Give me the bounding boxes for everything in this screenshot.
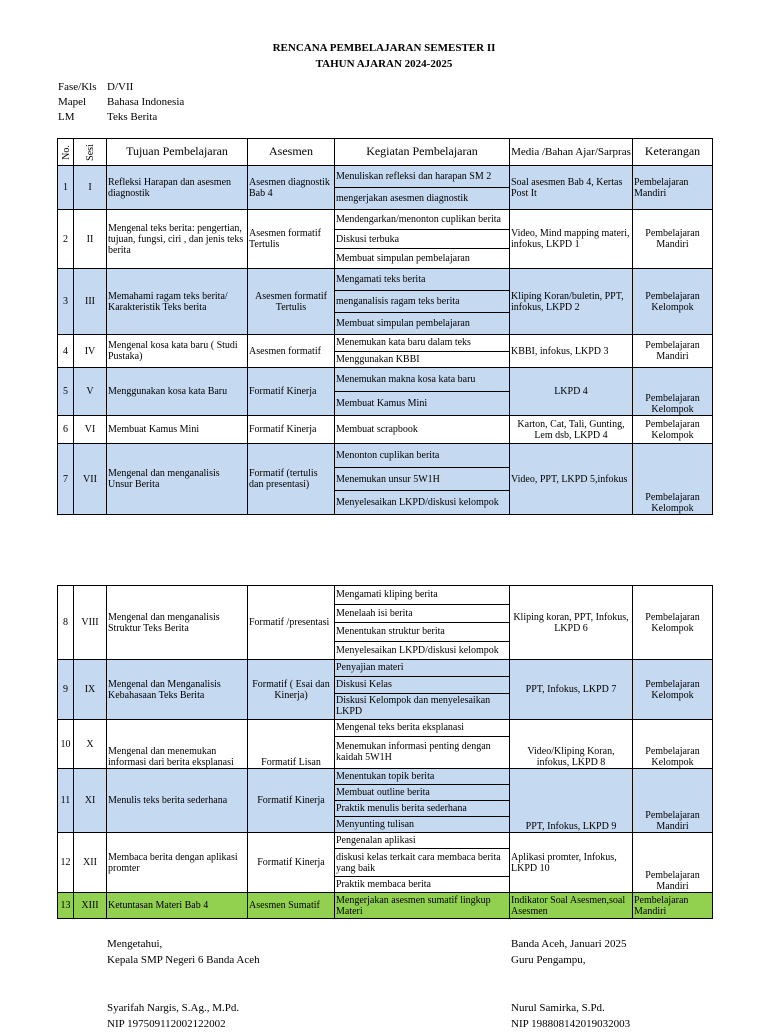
activity-item: Diskusi terbuka bbox=[335, 229, 509, 249]
signature-left-line1: Mengetahui, bbox=[107, 938, 163, 950]
signature-left-name: Syarifah Nargis, S.Ag., M.Pd. bbox=[107, 1002, 240, 1014]
activity-item: Menuliskan refleksi dan harapan SM 2 bbox=[336, 171, 492, 182]
table-row: 4 IV Mengenal kosa kata baru ( Studi Pustaka) Asesmen formatif Menemukan kata baru dalam teks Menggunakan KBBI KBBI, infokus, LKPD 3 Pembelajaran Mandiri bbox=[58, 335, 713, 368]
activity-item: Menemukan informasi penting dengan kaidah 5W1H bbox=[335, 736, 509, 768]
activity-item: Menemukan unsur 5W1H bbox=[335, 467, 509, 491]
activity-item: Menemukan kata baru dalam teks bbox=[336, 337, 471, 349]
activity-item: Membuat simpulan pembelajaran bbox=[335, 248, 509, 268]
table-row: 7 VII Mengenal dan menganalisis Unsur Berita Formatif (tertulis dan presentasi) Menonton cuplikan berita Menemukan unsur 5W1H Menyelesaikan LKPD/diskusi kelompok Video, PPT, LKPD 5,infokus Pembelajaran Kelompok bbox=[58, 444, 713, 515]
signature-left-line2: Kepala SMP Negeri 6 Banda Aceh bbox=[107, 954, 260, 966]
signature-right-nip: NIP 198808142019032003 bbox=[511, 1018, 631, 1030]
table-row: 12 XII Membaca berita dengan aplikasi promter Formatif Kinerja Pengenalan aplikasi diskusi kelas terkait cara membaca berita yang baik Praktik membaca berita Aplikasi promter, Infokus, LKPD 10 Pembelajaran Mandiri bbox=[58, 833, 713, 893]
table-row: 8 VIII Mengenal dan menganalisis Struktur Teks Berita Formatif /presentasi Mengamati kliping berita Menelaah isi berita Menentukan struktur berita Menyelesaikan LKPD/diskusi kelompok Kliping koran, PPT, Infokus, LKPD 6 Pembelajaran Kelompok bbox=[58, 586, 713, 660]
activity-item: menganalisis ragam teks berita bbox=[335, 290, 509, 312]
header-keterangan: Keterangan bbox=[633, 139, 713, 166]
table-row: 1 I Refleksi Harapan dan asesmen diagnostik Asesmen diagnostik Bab 4 Menuliskan refleksi dan harapan SM 2 mengerjakan asesmen diagnostik Soal asesmen Bab 4, Kertas Post It Pembelajaran Mandiri bbox=[58, 166, 713, 210]
table-row: 13 XIII Ketuntasan Materi Bab 4 Asesmen Sumatif Mengerjakan asesmen sumatif lingkup Materi Indikator Soal Asesmen,soal Asesmen Pembelajaran Mandiri bbox=[58, 893, 713, 919]
signature-right-line1: Banda Aceh, Januari 2025 bbox=[511, 938, 627, 950]
activity-item: Membuat outline berita bbox=[335, 784, 509, 800]
activity-item: Mendengarkan/menonton cuplikan berita bbox=[336, 213, 501, 225]
table-row: 3 III Memahami ragam teks berita/ Karakteristik Teks berita Asesmen formatif Tertulis Mengamati teks berita menganalisis ragam teks berita Membuat simpulan pembelajaran Kliping Koran/buletin, PPT, infokus, LKPD 2 Pembelajaran Kelompok bbox=[58, 269, 713, 335]
activity-item: Menemukan makna kosa kata baru bbox=[336, 374, 476, 385]
activity-item: Praktik menulis berita sederhana bbox=[335, 800, 509, 816]
table-row: 5 V Menggunakan kosa kata Baru Formatif Kinerja Menemukan makna kosa kata baru Membuat Kamus Mini LKPD 4 Pembelajaran Kelompok bbox=[58, 368, 713, 416]
plan-table-part-1 bbox=[57, 138, 713, 515]
document-subtitle: TAHUN AJARAN 2024-2025 bbox=[315, 58, 453, 70]
activity-item: mengerjakan asesmen diagnostik bbox=[335, 187, 509, 209]
activity-item: Menonton cuplikan berita bbox=[336, 449, 440, 461]
table-header-row bbox=[58, 139, 713, 166]
table-row: 2 II Mengenal teks berita: pengertian, tujuan, fungsi, ciri , dan jenis teks berita Asesmen formatif Tertulis Mendengarkan/menonton cuplikan berita Diskusi terbuka Membuat simpulan pembelajaran Video, Mind mapping materi, infokus, LKPD 1 Pembelajaran Mandiri bbox=[58, 210, 713, 269]
activity-item: Membuat Kamus Mini bbox=[335, 391, 509, 415]
activity-item: Pengenalan aplikasi bbox=[336, 835, 416, 846]
activity-item: Menyunting tulisan bbox=[335, 816, 509, 832]
header-sesi: Sesi bbox=[74, 139, 107, 166]
meta-row-mapel: Mapel Bahasa Indonesia bbox=[58, 96, 185, 108]
meta-row-lm: LM Teks Berita bbox=[58, 111, 158, 123]
header-tujuan: Tujuan Pembelajaran bbox=[107, 139, 248, 166]
signature-left-nip: NIP 197509112002122002 bbox=[107, 1018, 226, 1030]
signature-left bbox=[107, 936, 260, 1032]
activity-item: Menyelesaikan LKPD/diskusi kelompok bbox=[335, 490, 509, 514]
activity-item: Praktik membaca berita bbox=[335, 876, 509, 892]
activity-item: Diskusi Kelas bbox=[335, 676, 509, 693]
activity-item: Menggunakan KBBI bbox=[335, 351, 509, 368]
activity-item: Penyajian materi bbox=[336, 662, 404, 674]
activity-item: diskusi kelas terkait cara membaca berita yang baik bbox=[335, 848, 509, 876]
activity-item: Membuat simpulan pembelajaran bbox=[335, 312, 509, 334]
activity-item: Mengenal teks berita eksplanasi bbox=[336, 722, 465, 734]
table-row: 9 IX Mengenal dan Menganalisis Kebahasaan Teks Berita Formatif ( Esai dan Kinerja) Penyajian materi Diskusi Kelas Diskusi Kelompok dan menyelesaikan LKPD PPT, Infokus, LKPD 7 Pembelajaran Kelompok bbox=[58, 660, 713, 720]
activity-item: Diskusi Kelompok dan menyelesaikan LKPD bbox=[335, 693, 509, 719]
activity-item: Mengamati kliping berita bbox=[336, 589, 438, 601]
header-asesmen: Asesmen bbox=[248, 139, 335, 166]
plan-table-part-2 bbox=[57, 585, 713, 919]
activity-item: Menentukan struktur berita bbox=[335, 622, 509, 641]
table-row: 10 X Mengenal dan menemukan informasi dari berita eksplanasi Formatif Lisan Mengenal teks berita eksplanasi Menemukan informasi penting dengan kaidah 5W1H Video/Kliping Koran, infokus, LKPD 8 Pembelajaran Kelompok bbox=[58, 720, 713, 769]
header-no: No. bbox=[58, 139, 74, 166]
signature-right-line2: Guru Pengampu, bbox=[511, 954, 586, 966]
meta-row-fase: Fase/Kls D/VII bbox=[58, 81, 134, 93]
activity-item: Menyelesaikan LKPD/diskusi kelompok bbox=[335, 641, 509, 660]
activity-item: Menelaah isi berita bbox=[335, 604, 509, 623]
signature-right-name: Nurul Samirka, S.Pd. bbox=[511, 1002, 605, 1014]
signature-right bbox=[511, 936, 630, 1032]
header-kegiatan: Kegiatan Pembelajaran bbox=[335, 139, 510, 166]
table-row: 6 VI Membuat Kamus Mini Formatif Kinerja Membuat scrapbook Karton, Cat, Tali, Gunting, Lem dsb, LKPD 4 Pembelajaran Kelompok bbox=[58, 416, 713, 444]
table-row: 11 XI Menulis teks berita sederhana Formatif Kinerja Menentukan topik berita Membuat outline berita Praktik menulis berita sederhana Menyunting tulisan PPT, Infokus, LKPD 9 Pembelajaran Mandiri bbox=[58, 769, 713, 833]
activity-item: Mengamati teks berita bbox=[336, 274, 426, 285]
header-media: Media /Bahan Ajar/Sarpras bbox=[510, 139, 633, 166]
document-title: RENCANA PEMBELAJARAN SEMESTER II bbox=[272, 42, 496, 54]
activity-item: Menentukan topik berita bbox=[336, 771, 435, 782]
